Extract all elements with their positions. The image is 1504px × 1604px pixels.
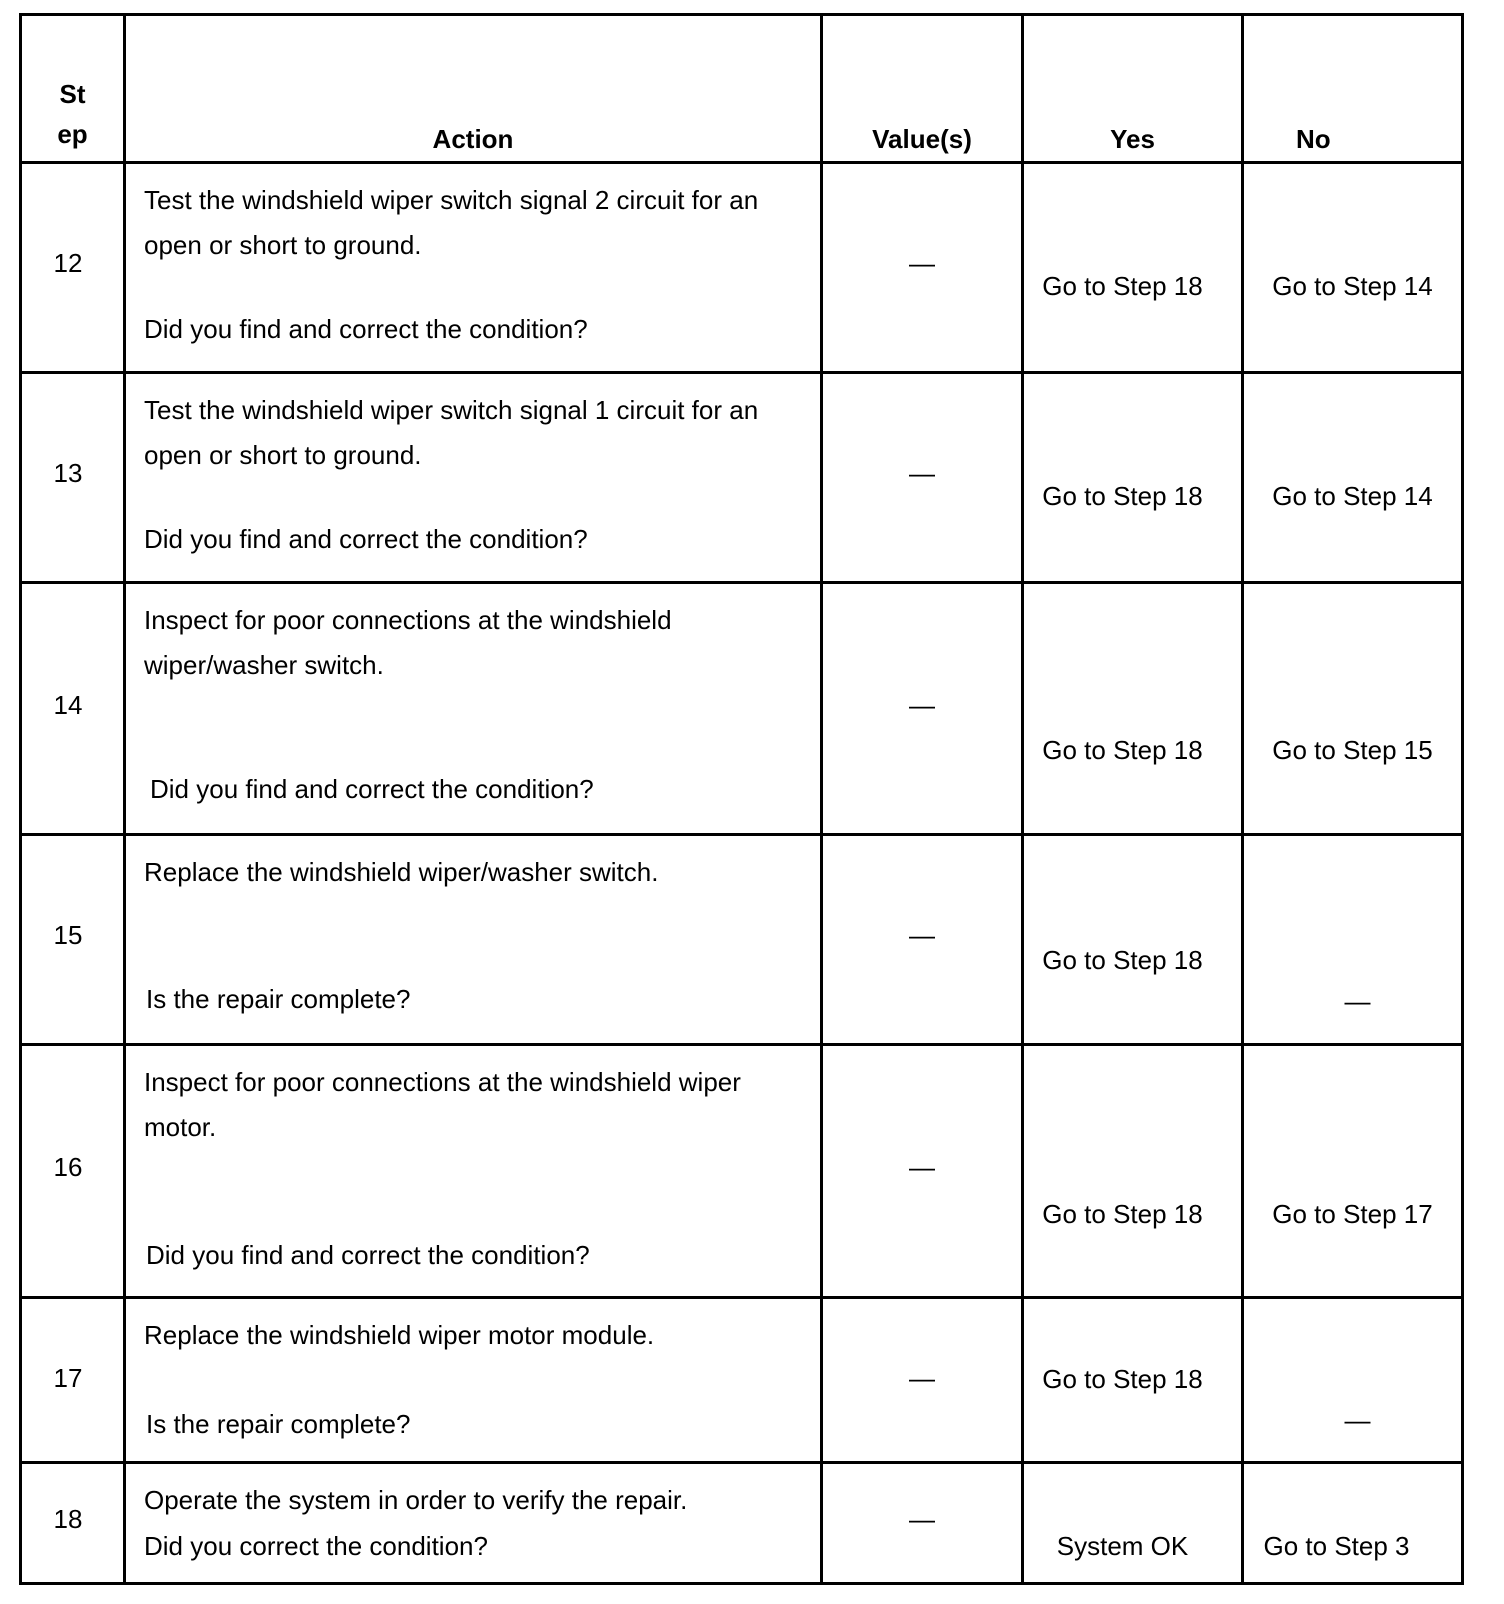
yes-text: System OK — [1056, 1530, 1189, 1561]
yes-cell — [1023, 163, 1243, 373]
table-row — [21, 1298, 1463, 1463]
header-yes: Yes — [1023, 15, 1243, 163]
action-question: Is the repair complete? — [146, 984, 411, 1015]
no-cell — [1243, 1045, 1463, 1298]
no-text: Go to Step 17 — [1272, 1199, 1433, 1230]
value-text: — — [909, 689, 935, 720]
step-cell — [21, 163, 125, 373]
step-number: 13 — [53, 457, 83, 488]
diagnostic-table — [19, 13, 1464, 1585]
action-cell — [125, 1462, 822, 1583]
header-step — [21, 15, 125, 163]
header-row — [21, 15, 1463, 163]
action-text: Replace the windshield wiper/washer switch. — [144, 857, 659, 888]
step-number: 16 — [53, 1152, 83, 1183]
value-cell — [822, 1045, 1023, 1298]
value-cell — [822, 1298, 1023, 1463]
action-text: Replace the windshield wiper motor module. — [144, 1320, 655, 1351]
no-cell — [1243, 835, 1463, 1045]
value-cell — [822, 1462, 1023, 1583]
no-text: Go to Step 15 — [1272, 734, 1433, 765]
action-text: Test the windshield wiper switch signal 2 circuit for an open or short to ground. — [144, 185, 759, 260]
action-cell — [125, 163, 822, 373]
action-text: Inspect for poor connections at the windshield wiper/washer switch. — [144, 604, 672, 680]
table-row — [21, 372, 1463, 582]
value-text: — — [909, 920, 935, 951]
action-text: Test the windshield wiper switch signal 1 circuit for an open or short to ground. — [144, 394, 759, 470]
table-row — [21, 582, 1463, 835]
step-cell — [21, 372, 125, 582]
yes-cell — [1023, 1298, 1243, 1463]
yes-cell — [1023, 1045, 1243, 1298]
action-cell — [125, 372, 822, 582]
header-step-line1: St — [59, 79, 86, 109]
action-cell — [125, 1045, 822, 1298]
yes-cell — [1023, 1462, 1243, 1583]
step-cell — [21, 1298, 125, 1463]
yes-text: Go to Step 18 — [1042, 1364, 1203, 1395]
no-cell — [1243, 582, 1463, 835]
yes-cell — [1023, 372, 1243, 582]
step-number: 15 — [53, 920, 83, 951]
no-text: Go to Step 3 — [1263, 1530, 1410, 1561]
action-cell — [125, 1298, 822, 1463]
value-cell — [822, 582, 1023, 835]
step-number: 14 — [53, 689, 83, 720]
table-row — [21, 1462, 1463, 1583]
yes-text: Go to Step 18 — [1042, 480, 1203, 511]
no-cell — [1243, 1298, 1463, 1463]
step-number: 12 — [53, 248, 83, 278]
action-text: Inspect for poor connections at the windshield wiper motor. — [144, 1067, 741, 1143]
step-cell — [21, 1045, 125, 1298]
yes-text: Go to Step 18 — [1042, 734, 1203, 765]
step-cell — [21, 1462, 125, 1583]
yes-cell — [1023, 582, 1243, 835]
no-cell — [1243, 372, 1463, 582]
header-values: Value(s) — [822, 15, 1023, 163]
action-question: Did you find and correct the condition? — [144, 314, 588, 344]
action-question: Did you find and correct the condition? — [146, 1240, 590, 1271]
no-text: Go to Step 14 — [1272, 271, 1433, 301]
header-no: No — [1243, 15, 1463, 163]
action-question: Did you find and correct the condition? — [144, 523, 588, 554]
table-row — [21, 1045, 1463, 1298]
yes-text: Go to Step 18 — [1042, 271, 1203, 301]
header-step-line2: ep — [57, 119, 88, 149]
no-cell — [1243, 1462, 1463, 1583]
value-text: — — [909, 457, 935, 488]
action-text: Operate the system in order to verify the repair. — [144, 1484, 688, 1515]
yes-cell — [1023, 835, 1243, 1045]
value-text: — — [909, 1152, 935, 1183]
table-row — [21, 163, 1463, 373]
step-number: 17 — [53, 1363, 83, 1394]
value-cell — [822, 372, 1023, 582]
value-text: — — [909, 1503, 935, 1534]
yes-text: Go to Step 18 — [1042, 1199, 1203, 1230]
no-text: — — [1344, 986, 1371, 1017]
yes-text: Go to Step 18 — [1042, 945, 1203, 976]
value-text: — — [909, 248, 935, 278]
value-cell — [822, 163, 1023, 373]
no-text: Go to Step 14 — [1272, 480, 1433, 511]
action-cell — [125, 835, 822, 1045]
value-cell — [822, 835, 1023, 1045]
step-cell — [21, 835, 125, 1045]
header-action: Action — [125, 15, 822, 163]
no-cell — [1243, 163, 1463, 373]
action-question: Did you correct the condition? — [144, 1530, 488, 1561]
no-text: — — [1344, 1405, 1371, 1436]
step-number: 18 — [53, 1503, 83, 1534]
value-text: — — [909, 1363, 935, 1394]
table-row — [21, 835, 1463, 1045]
action-cell — [125, 582, 822, 835]
step-cell — [21, 582, 125, 835]
action-question: Did you find and correct the condition? — [150, 773, 594, 804]
action-question: Is the repair complete? — [146, 1409, 411, 1440]
